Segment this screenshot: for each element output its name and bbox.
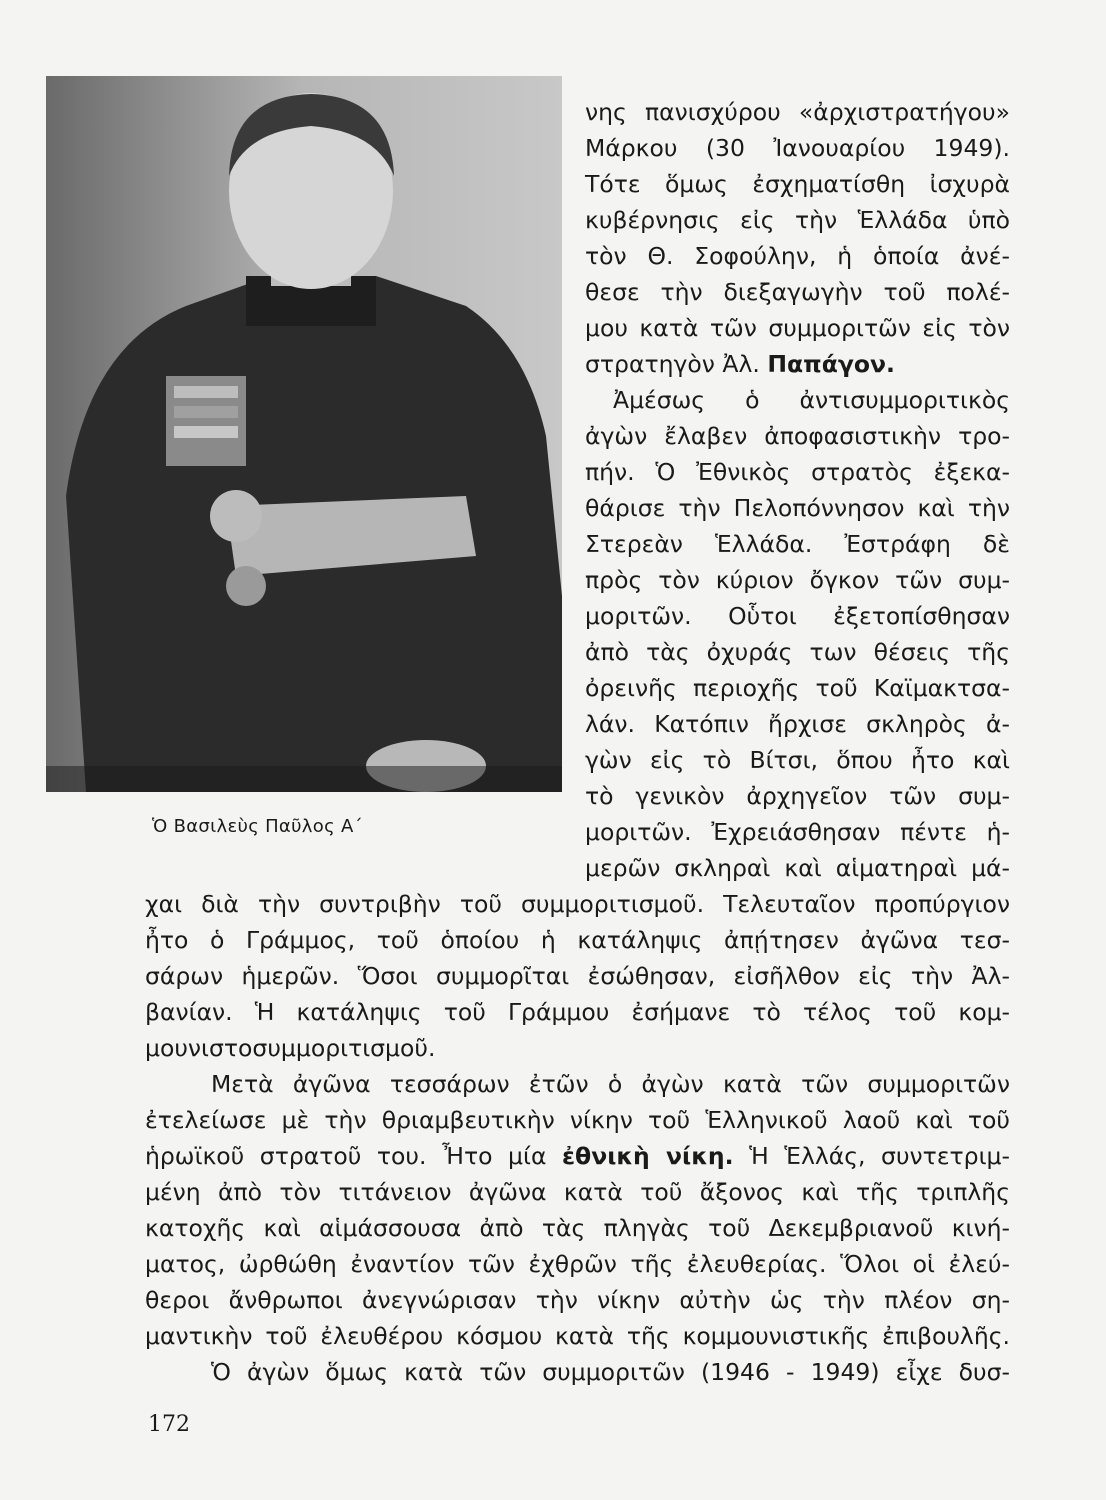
column-text-line: νης πανισχύρου «ἀρχιστρατήγου» bbox=[585, 98, 1010, 126]
column-text-line: Στερεὰν Ἑλλάδα. Ἐστράφη δὲ bbox=[585, 530, 1010, 558]
column-text-line: ἀγὼν ἔλαβεν ἀποφασιστικὴν τρο- bbox=[585, 422, 1010, 450]
body-text-line: χαι διὰ τὴν συντριβὴν τοῦ συμμοριτισμοῦ. Τελευταῖον προπύργιον bbox=[145, 890, 1010, 918]
column-text-line: Μάρκου (30 Ἰανουαρίου 1949). bbox=[585, 134, 1010, 162]
text-span: στρατηγὸν Ἀλ. bbox=[585, 350, 768, 378]
column-text-line: Ἀμέσως ὁ ἀντισυμμοριτικὸς bbox=[613, 386, 1010, 414]
bold-national-victory: ἐθνικὴ νίκη. bbox=[561, 1142, 734, 1170]
column-text-line: Τότε ὅμως ἐσχηματίσθη ἰσχυρὰ bbox=[585, 170, 1010, 198]
text-span: ἡρωϊκοῦ στρατοῦ του. Ἦτο μία bbox=[145, 1142, 562, 1170]
body-text-line: ἐτελείωσε μὲ τὴν θριαμβευτικὴν νίκην τοῦ Ἑλληνικοῦ λαοῦ καὶ τοῦ bbox=[145, 1106, 1010, 1134]
body-text-line: Μετὰ ἀγῶνα τεσσάρων ἐτῶν ὁ ἀγὼν κατὰ τῶν συμμοριτῶν bbox=[211, 1070, 1010, 1098]
body-text-line bbox=[145, 1138, 1010, 1174]
column-text-line: μου κατὰ τῶν συμμοριτῶν εἰς τὸν bbox=[585, 314, 1010, 342]
body-text-line: Ὁ ἀγὼν ὅμως κατὰ τῶν συμμοριτῶν (1946 - 1949) εἶχε δυσ- bbox=[211, 1358, 1010, 1386]
column-text-line: μερῶν σκληραὶ καὶ αἱματηραὶ μά- bbox=[585, 854, 1010, 882]
body-text-line: κατοχῆς καὶ αἱμάσσουσα ἀπὸ τὰς πληγὰς τοῦ Δεκεμβριανοῦ κινή- bbox=[145, 1214, 1010, 1242]
body-text-line: σάρων ἡμερῶν. Ὅσοι συμμορῖται ἐσώθησαν, εἰσῆλθον εἰς τὴν Ἀλ- bbox=[145, 962, 1010, 990]
column-text-line: τὸν Θ. Σοφούλην, ἡ ὁποία ἀνέ- bbox=[585, 242, 1010, 270]
body-text-line: μουνιστοσυμμοριτισμοῦ. bbox=[145, 1034, 436, 1062]
column-text-line: πρὸς τὸν κύριον ὄγκον τῶν συμ- bbox=[585, 566, 1010, 594]
column-text-line bbox=[585, 346, 1010, 382]
column-text-line: τὸ γενικὸν ἀρχηγεῖον τῶν συμ- bbox=[585, 782, 1010, 810]
column-text-line: ἀπὸ τὰς ὀχυράς των θέσεις τῆς bbox=[585, 638, 1010, 666]
body-text-line: μένη ἀπὸ τὸν τιτάνειον ἀγῶνα κατὰ τοῦ ἄξονος καὶ τῆς τριπλῆς bbox=[145, 1178, 1010, 1206]
portrait-icon bbox=[46, 76, 562, 792]
column-text-line: λάν. Κατόπιν ἤρχισε σκληρὸς ἀ- bbox=[585, 710, 1010, 738]
body-text-line: ματος, ὠρθώθη ἐναντίον τῶν ἐχθρῶν τῆς ἐλευθερίας. Ὅλοι οἱ ἐλεύ- bbox=[145, 1250, 1010, 1278]
column-text-line: θεσε τὴν διεξαγωγὴν τοῦ πολέ- bbox=[585, 278, 1010, 306]
page-number: 172 bbox=[148, 1412, 190, 1437]
body-text-line: μαντικὴν τοῦ ἐλευθέρου κόσμου κατὰ τῆς κομμουνιστικῆς ἐπιβουλῆς. bbox=[145, 1322, 1010, 1350]
portrait-photo bbox=[46, 76, 562, 792]
body-text-line: βανίαν. Ἡ κατάληψις τοῦ Γράμμου ἐσήμανε τὸ τέλος τοῦ κομ- bbox=[145, 998, 1010, 1026]
body-text-line: ἦτο ὁ Γράμμος, τοῦ ὁποίου ἡ κατάληψις ἀπῄτησεν ἀγῶνα τεσ- bbox=[145, 926, 1010, 954]
body-text-line: θεροι ἄνθρωποι ἀνεγνώρισαν τὴν νίκην αὐτὴν ὡς τὴν πλέον ση- bbox=[145, 1286, 1010, 1314]
column-text-line: πήν. Ὁ Ἐθνικὸς στρατὸς ἐξεκα- bbox=[585, 458, 1010, 486]
column-text-line: ὀρεινῆς περιοχῆς τοῦ Καϊμακτσα- bbox=[585, 674, 1010, 702]
column-text-line: θάρισε τὴν Πελοπόννησον καὶ τὴν bbox=[585, 494, 1010, 522]
column-text-line: μοριτῶν. Ἐχρειάσθησαν πέντε ἡ- bbox=[585, 818, 1010, 846]
photo-caption: Ὁ Βασιλεὺς Παῦλος Α΄ bbox=[152, 816, 363, 837]
text-span: Ἡ Ἑλλάς, συντετριμ- bbox=[733, 1142, 1010, 1170]
column-text-line: γὼν εἰς τὸ Βίτσι, ὅπου ἦτο καὶ bbox=[585, 746, 1010, 774]
bold-name-papagos: Παπάγον. bbox=[767, 350, 895, 378]
column-text-line: μοριτῶν. Οὗτοι ἐξετοπίσθησαν bbox=[585, 602, 1010, 630]
column-text-line: κυβέρνησις εἰς τὴν Ἑλλάδα ὑπὸ bbox=[585, 206, 1010, 234]
